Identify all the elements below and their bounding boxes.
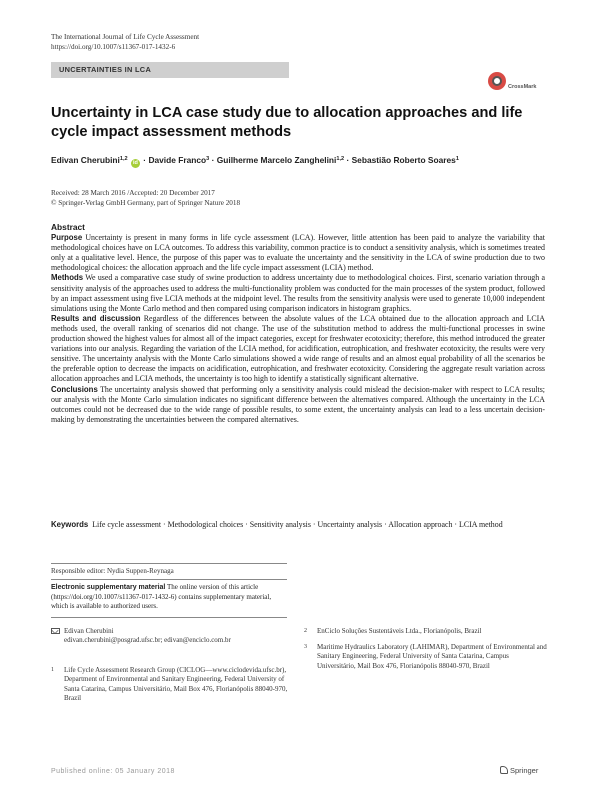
- springer-horse-icon: [500, 766, 508, 774]
- abstract: [51, 222, 545, 425]
- corresponding-email[interactable]: edivan.cherubini@posgrad.ufsc.br; edivan@enciclo.com.br: [64, 636, 231, 645]
- affiliation-text: EnCiclo Soluções Sustentáveis Ltda., Florianópolis, Brazil: [317, 627, 482, 635]
- conclusions-text: The uncertainty analysis showed that performing only a sensitivity analysis could mislead the decision-maker with respect to LCA results; our analysis with the Monte Carlo simulation indicates no significant difference between the alternatives compared. Although the uncertainty in the LCA outcomes could not be decreased due to the wide range of possible results, to some extent, the uncertainty analysis can lead to a less uncertain decision-making by demonstrating the uncertainties between the compared alternatives.: [51, 384, 545, 424]
- affiliation-text: Life Cycle Assessment Research Group (CICLOG—www.ciclodevida.ufsc.br), Department of Environmental and Sanitary Engineering, Federal University of Santa Catarina, Campus Universitário, Mail Box 476, Florianópolis 88040-970, Brazil: [64, 666, 288, 703]
- keywords-label: Keywords: [51, 520, 89, 529]
- conclusions-label: Conclusions: [51, 384, 98, 394]
- author-name[interactable]: Guilherme Marcelo Zanghelini: [216, 155, 337, 165]
- author-list: Edivan Cherubini$^{1,2}$ id · Davide Franco$^3$ · Guilherme Marcelo Zanghelini$^{1,2}$ · Sebastião Roberto Soares$^1$: [51, 155, 459, 166]
- affiliation-3: [304, 643, 549, 683]
- divider: [51, 617, 287, 618]
- abstract-purpose: [51, 233, 545, 273]
- responsible-editor: Responsible editor: Nydia Suppen-Reynaga: [51, 567, 174, 575]
- journal-name: The International Journal of Life Cycle Assessment: [51, 33, 200, 41]
- received-accepted: Received: 28 March 2016 /Accepted: 20 December 2017: [51, 189, 215, 197]
- author-name[interactable]: Edivan Cherubini: [51, 155, 120, 165]
- envelope-icon: [51, 628, 60, 634]
- results-text: Regardless of the differences between the absolute values of the LCA obtained due to the allocation approach and LCIA methods used, the overall ranking of scenarios did not change. The use of the substitution method to address the multi-functional processes in swine production showed the highest values for almost all of the impact categories, except for freshwater ecotoxicity; therefore, this method introduced the greater variations into our analysis. Regarding the variation of the LCIA method, for acidification, eutrophication, and freshwater ecotoxicity, the results were very sensitive. The uncertainty analysis with the Monte Carlo simulations showed a wide range of results and an almost equal probability of all the scenarios be the preferable option to decrease the impacts on acidification, eutrophication, and freshwater ecotoxicity. Considering the aggregate result variation across allocation approaches and LCIA methods, the uncertainty is too high to identify a statistically significant alternative.: [51, 313, 545, 384]
- journal-doi[interactable]: https://doi.org/10.1007/s11367-017-1432-6: [51, 43, 176, 51]
- section-banner: [51, 62, 289, 78]
- affiliation-number: 3: [304, 644, 307, 650]
- keywords-text: Life cycle assessment · Methodological choices · Sensitivity analysis · Uncertainty analysis · Allocation approach · LCIA method: [92, 520, 503, 529]
- affiliation-number: 1: [51, 667, 54, 673]
- divider: [51, 563, 287, 564]
- crossmark-icon: [488, 72, 506, 90]
- supplementary-note: [51, 583, 287, 612]
- affiliation-2: [304, 627, 549, 639]
- copyright-line: © Springer-Verlag GmbH Germany, part of Springer Nature 2018: [51, 199, 241, 207]
- author-name[interactable]: Sebastião Roberto Soares: [351, 155, 456, 165]
- article-title: Uncertainty in LCA case study due to allocation approaches and life cycle impact assessment methods: [51, 105, 523, 140]
- orcid-icon[interactable]: id: [131, 159, 140, 168]
- affiliation-text: Maritime Hydraulics Laboratory (LAHIMAR), Department of Environmental and Sanitary Engineering, Federal University of Santa Catarina, Campus Universitário, Mail Box 476, Florianópolis 88040-970, Brazil: [317, 643, 547, 670]
- methods-label: Methods: [51, 273, 84, 283]
- publisher-logo: [500, 766, 538, 775]
- journal-header: [51, 32, 199, 52]
- abstract-methods: [51, 273, 545, 313]
- purpose-label: Purpose: [51, 233, 83, 243]
- author-affiliation-ref: 1,2: [119, 156, 128, 162]
- author-affiliation-ref: 1,2: [336, 156, 345, 162]
- abstract-conclusions: [51, 385, 545, 425]
- results-label: Results and discussion: [51, 313, 141, 323]
- crossmark-badge[interactable]: [488, 72, 548, 94]
- corresponding-author: Edivan Cherubini: [64, 627, 114, 635]
- author-name[interactable]: Davide Franco: [148, 155, 207, 165]
- published-online: Published online: 05 January 2018: [51, 768, 175, 775]
- author-affiliation-ref: 1: [455, 156, 459, 162]
- purpose-text: Uncertainty is present in many forms in life cycle assessment (LCA). However, little attention has been paid to analyze the variability that methodological choices have on LCA outcomes. To address this variability, common practice is to conduct a sensitivity analysis, which is sometimes treated only at a qualitative level. Hence, the purpose of this paper was to evaluate the uncertainty and the sensitivity in the LCA of swine production due to two methodological choices: the allocation approach and the life cycle impact assessment (LCIA) method.: [51, 233, 545, 273]
- publisher-name: Springer: [510, 766, 539, 775]
- abstract-heading: Abstract: [51, 222, 85, 232]
- affiliation-1: [51, 666, 296, 716]
- section-label: UNCERTAINTIES IN LCA: [59, 65, 152, 74]
- esm-label: Electronic supplementary material: [51, 584, 166, 591]
- author-affiliation-ref: 3: [206, 156, 210, 162]
- correspondence: [51, 627, 296, 649]
- keywords: [51, 520, 545, 530]
- abstract-results: [51, 314, 545, 385]
- affiliation-number: 2: [304, 628, 307, 634]
- divider: [51, 579, 287, 580]
- esm-text: The online version of this article (https://doi.org/10.1007/s11367-017-1432-6) contains supplementary material, which is available to authorized users.: [51, 583, 272, 611]
- crossmark-label: CrossMark: [508, 84, 537, 90]
- article-dates: [51, 188, 240, 208]
- methods-text: We used a comparative case study of swine production to address uncertainty due to methodological choices. First, scenario variation through a sensitivity analysis of the approaches used to address the multi-functionality problem was conducted for the main processes of the system product, followed by an impact assessment using five LCIA methods at the midpoint level. The results from the sensitivity analysis were used to generate 10,000 independent simulations using the Monte Carlo method and then compared using comparison indicators in histogram graphics.: [51, 273, 545, 313]
